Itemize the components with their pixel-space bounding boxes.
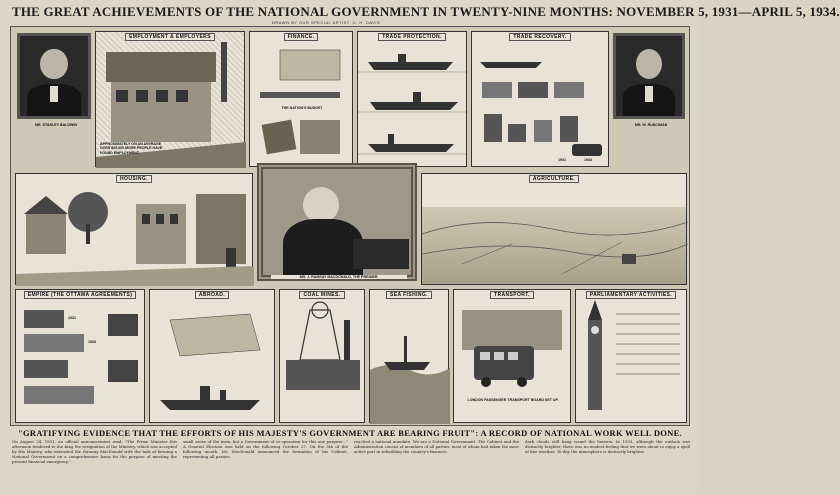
runciman-portrait: [613, 33, 685, 119]
finance-illustration: [250, 32, 354, 168]
trade-recovery-heading: TRADE RECOVERY.: [509, 33, 570, 41]
empire-heading: EMPIRE (THE OTTAWA AGREEMENTS): [24, 291, 137, 299]
abroad-heading: ABROAD.: [195, 291, 229, 299]
article-column-3: reached a national mandate. We are a National Government. The Cabinet and the Administration consist of members of all parties, most of whom had taken the most active part in rebuilding the country's finances.: [354, 439, 519, 454]
year-1931-label: 1931: [558, 158, 566, 162]
parliamentary-heading: PARLIAMENTARY ACTIVITIES.: [586, 291, 676, 299]
employment-panel: [95, 31, 245, 167]
coal-mine-illustration: [280, 290, 366, 424]
fishing-illustration: [370, 290, 450, 424]
empire-year-1933: 1933: [88, 340, 96, 344]
article-columns: [12, 440, 690, 492]
runciman-caption: MR. W. RUNCIMAN: [634, 123, 668, 127]
trade-recovery-panel: [471, 31, 609, 167]
article-column-1: On August 24, 1931, an official announcement read: "The Prime Minister this afternoon tendered to the King the resignation of the Ministry, which was accepted by His Majesty, who entrusted Mr. Ramsay MacDonald with the task of forming a National Government on a comprehensive basis for the purpose of meeting the present financial emergency.": [12, 439, 177, 464]
baldwin-portrait: [17, 33, 91, 119]
transport-caption: LONDON PASSENGER TRANSPORT BOARD SET UP.: [467, 398, 559, 402]
macdonald-caption: MR. J. RAMSAY MACDONALD, THE PREMIER.: [271, 275, 407, 279]
transport-illustration: [454, 290, 572, 424]
employment-heading: EMPLOYMENT & EMPLOYERS: [125, 33, 215, 41]
big-ben-illustration: [576, 290, 688, 424]
coal-mines-heading: COAL MINES.: [299, 291, 344, 299]
year-1934-label: 1934: [584, 158, 592, 162]
transport-heading: TRANSPORT.: [490, 291, 534, 299]
farmland-illustration: [422, 174, 688, 286]
transport-panel: [453, 289, 571, 423]
article-column-4: dark clouds still hang round the horizon. In 1933, although the outlook was distinctly brighter, there was no modest feeling that we were about to enjoy a spell of fine weather. To-day the atmosphere is distinctly brighter.: [525, 439, 690, 454]
trade-protection-heading: TRADE PROTECTION.: [378, 33, 446, 41]
coal-mines-panel: [279, 289, 365, 423]
finance-panel: [249, 31, 353, 167]
housing-heading: HOUSING.: [116, 175, 152, 183]
headline-banner: "GRATIFYING EVIDENCE THAT THE EFFORTS OF HIS MAJESTY'S GOVERNMENT ARE BEARING FRUIT": A RECORD OF NATIONAL WORK WELL DONE.: [17, 428, 683, 438]
trade-protection-panel: [357, 31, 467, 167]
trade-recovery-illustration: [472, 32, 610, 168]
housing-illustration: [16, 174, 254, 286]
artist-credit: DRAWN BY OUR SPECIAL ARTIST, G. H. DAVIS.: [272, 20, 382, 25]
sea-fishing-heading: SEA FISHING.: [386, 291, 432, 299]
illustration-frame: [10, 26, 690, 426]
sea-fishing-panel: [369, 289, 449, 423]
finance-heading: FINANCE.: [284, 33, 319, 41]
empire-year-1931: 1931: [68, 316, 76, 320]
abroad-illustration: [150, 290, 276, 424]
macdonald-portrait: [257, 163, 417, 281]
empire-panel: [15, 289, 145, 423]
parliamentary-panel: [575, 289, 687, 423]
abroad-panel: [149, 289, 275, 423]
budget-caption: THE NATION'S BUDGET: [281, 106, 323, 110]
housing-panel: [15, 173, 253, 285]
page-title: THE GREAT ACHIEVEMENTS OF THE NATIONAL GOVERNMENT IN TWENTY-NINE MONTHS: NOVEMBER 5, 1931—APRIL 5, 1934.: [12, 4, 840, 19]
employment-note: APPROXIMATELY ON AN AVERAGE OVER 800,000 MORE PEOPLE HAVE FOUND EMPLOYMENT: [100, 142, 163, 155]
agriculture-panel: [421, 173, 687, 285]
agriculture-heading: AGRICULTURE.: [529, 175, 579, 183]
baldwin-caption: MR. STANLEY BALDWIN: [35, 123, 77, 127]
empire-chart: [16, 290, 146, 424]
ships-illustration: [358, 32, 468, 168]
article-column-2: small sense of the term, but a Government of co-operation for this one purpose..." A General Election was held on the following October 27. On the 5th of the following month, Mr. MacDonald announced the formation of his Cabinet, representing all parties.: [183, 439, 348, 459]
